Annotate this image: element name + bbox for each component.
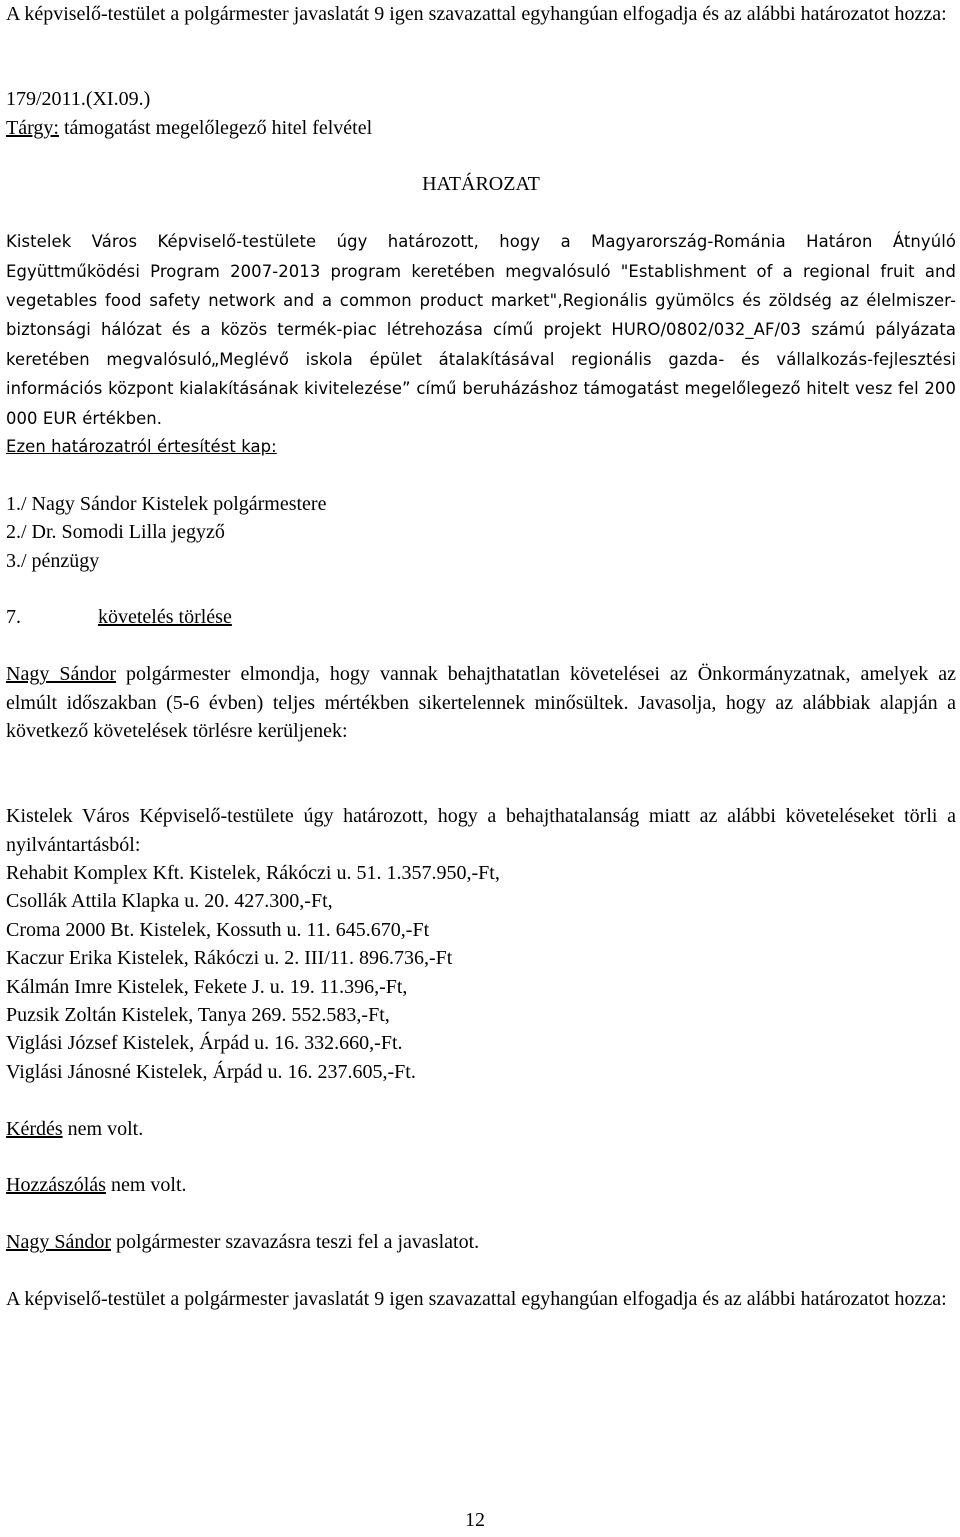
claim-item: Kaczur Erika Kistelek, Rákóczi u. 2. III/11. 896.736,-Ft <box>6 947 453 970</box>
resolution-number: 179/2011.(XI.09.) <box>6 88 151 111</box>
claim-item: Viglási József Kistelek, Árpád u. 16. 332.660,-Ft. <box>6 1032 403 1055</box>
decision-intro: Kistelek Város Képviselő-testülete úgy határozott, hogy a behajthatalanság miatt az alábbi követeléseket törli a nyilvántartásból: <box>6 805 956 856</box>
notify-heading: Ezen határozatról értesítést kap: <box>6 437 277 457</box>
speech-speaker: Nagy Sándor <box>6 663 117 686</box>
vote-line <box>6 1228 956 1256</box>
vote-speaker: Nagy Sándor <box>6 1231 111 1254</box>
resolution-body <box>6 227 956 433</box>
resolution-body-text: Kistelek Város Képviselő-testülete úgy határozott, hogy a Magyarország-Románia Határon Átnyúló Együttműködési Program 2007-2013 program keretében megvalósuló "Establishment of a regional fruit and vegetables food safety network and a common product market",Regionális gyümölcs és zöldség az élelmiszer-biztonsági hálózat és a közös termék-piac létrehozása című projekt HURO/0802/032_AF/03 számú pályázata keretében megvalósuló„Meglévő iskola épület átalakításával regionális gazda- és vállalkozás-fejlesztési információs központ kialakításának kivitelezése” című beruházáshoz támogatást megelőlegező hitelt vesz fel 200 000 EUR értékben. <box>6 232 956 428</box>
comment-line <box>6 1171 956 1199</box>
question-label: Kérdés <box>6 1117 63 1140</box>
comment-text: nem volt. <box>105 1174 187 1197</box>
resolution-heading: HATÁROZAT <box>422 173 540 196</box>
claim-item: Croma 2000 Bt. Kistelek, Kossuth u. 11. 645.670,-Ft <box>6 918 430 941</box>
speech-text: polgármester elmondja, hogy vannak behajthatatlan követelései az Önkormányzatnak, amelyek az elmúlt időszakban (5-6 évben) teljes mértékben sikertelennek minősültek. Javasolja, hogy az alábbiak alapján a következő követelések törlésre kerüljenek: <box>6 663 957 743</box>
recipient-2: 2./ Dr. Somodi Lilla jegyző <box>6 521 225 544</box>
recipient-3: 3./ pénzügy <box>6 549 100 572</box>
question-line <box>6 1115 956 1143</box>
claim-item: Viglási Jánosné Kistelek, Árpád u. 16. 237.605,-Ft. <box>6 1060 416 1083</box>
claim-item: Csollák Attila Klapka u. 20. 427.300,-Ft, <box>6 890 333 913</box>
document-page <box>6 0 956 1313</box>
section-number: 7. <box>6 606 21 629</box>
comment-label: Hozzászólás <box>6 1174 106 1197</box>
intro-paragraph-bottom: A képviselő-testület a polgármester javaslatát 9 igen szavazattal egyhangúan elfogadja és az alábbi határozatot hozza: <box>6 1288 947 1311</box>
vote-text: polgármester szavazásra teszi fel a javaslatot. <box>110 1231 480 1254</box>
claim-item: Kálmán Imre Kistelek, Fekete J. u. 19. 11.396,-Ft, <box>6 975 408 998</box>
recipient-1: 1./ Nagy Sándor Kistelek polgármestere <box>6 492 327 515</box>
claim-item: Puzsik Zoltán Kistelek, Tanya 269. 552.583,-Ft, <box>6 1004 390 1027</box>
subject-text: támogatást megelőlegező hitel felvétel <box>58 116 373 139</box>
page-number: 12 <box>465 1509 485 1531</box>
resolution-subject <box>6 114 956 142</box>
section-heading <box>6 603 956 631</box>
question-text: nem volt. <box>62 1117 144 1140</box>
subject-label: Tárgy: <box>6 116 59 139</box>
speech-paragraph <box>6 660 956 745</box>
claim-item: Rehabit Komplex Kft. Kistelek, Rákóczi u. 51. 1.357.950,-Ft, <box>6 862 500 885</box>
section-title: követelés törlése <box>98 606 232 629</box>
intro-paragraph-top: A képviselő-testület a polgármester javaslatát 9 igen szavazattal egyhangúan elfogadja és az alábbi határozatot hozza: <box>6 3 947 25</box>
